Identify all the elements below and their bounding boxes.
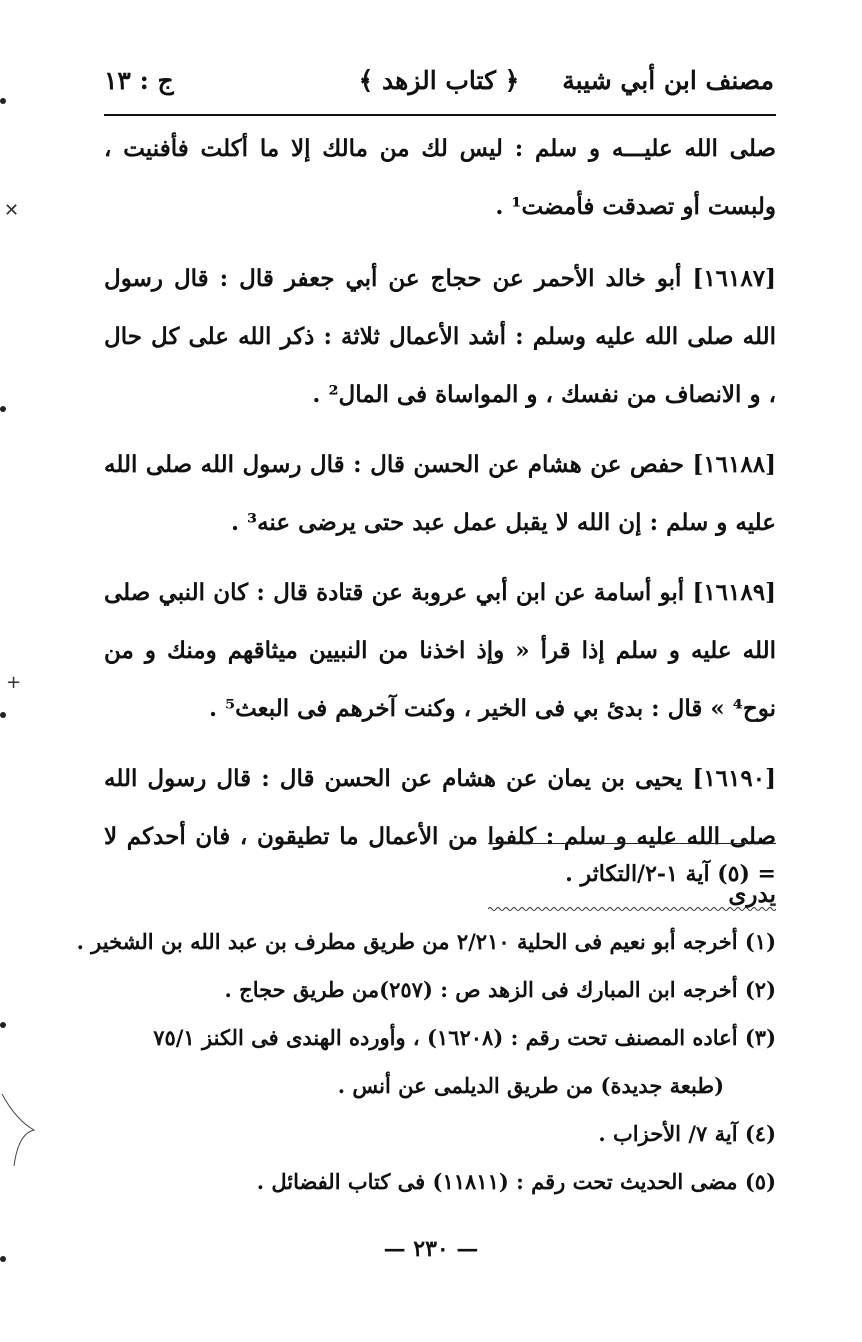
margin-mark: ✕ (4, 200, 20, 221)
running-header (104, 60, 774, 104)
hadith-text: حفص عن هشام عن الحسن قال : قال رسول الله صلى الله عليه و سلم : إن الله لا يقبل عمل عبد حتى يرضى عنه³ . (104, 451, 776, 536)
footnote-continuation: (طبعة جديدة) من طريق الديلمى عن أنس . (337, 1073, 724, 1098)
header-divider (104, 114, 776, 116)
hadith-paragraph (104, 436, 776, 552)
hadith-paragraph (104, 250, 776, 424)
hadith-text: صلى الله عليـــه و سلم : ليس لك من مالك إلا ما أكلت فأفنيت ، ولبست أو تصدقت فأمضت¹ . (104, 135, 776, 220)
footnotes (76, 918, 776, 1206)
header-volume-number: ج : ١٣ (104, 66, 174, 95)
hadith-number: [١٦١٨٨] (692, 451, 776, 478)
page-number: — ٢٣٠ — (383, 1236, 479, 1262)
footnote: (٤) آية ٧/ الأحزاب . (598, 1121, 776, 1146)
hadith-text: أبو أسامة عن ابن أبي عروبة عن قتادة قال : كان النبي صلى الله عليه و سلم إذا قرأ « وإذ اخذنا من النبيين ميثاقهم ومنك و من نوح⁴ » قال : بدئ بي فى الخير ، وكنت آخرهم فى البعث⁵ . (104, 579, 776, 722)
margin-mark: + (6, 672, 22, 693)
footnote: (٣) أعاده المصنف تحت رقم : (١٦٢٠٨) ، وأورده الهندى فى الكنز ٧٥/١ (153, 1025, 776, 1050)
footnote-wavy-divider (488, 906, 776, 912)
hadith-paragraph (104, 564, 776, 738)
margin-dot (0, 1022, 6, 1028)
hadith-text: يحيى بن يمان عن هشام عن الحسن قال : قال رسول الله صلى الله عليه و سلم : كلفوا من الأعمال ما تطيقون ، فان أحدكم لا يدرى (104, 765, 776, 908)
footnote: (٥) مضى الحديث تحت رقم : (١١٨١١) فى كتاب الفضائل . (256, 1169, 776, 1194)
margin-dot (0, 98, 6, 104)
carried-over-footnote: = (٥) آية ١-٢/التكاثر . (565, 861, 776, 887)
margin-dot (0, 406, 6, 412)
hadith-number: [١٦١٨٩] (692, 579, 776, 606)
margin-scribble (0, 1090, 40, 1170)
hadith-text: أبو خالد الأحمر عن حجاج عن أبي جعفر قال : قال رسول الله صلى الله عليه وسلم : أشد الأعمال ثلاثة : ذكر الله على كل حال ، و الانصاف من نفسك ، و المواساة فى المال² . (104, 265, 776, 408)
hadith-number: [١٦١٨٧] (692, 265, 776, 292)
margin-dot (0, 1256, 6, 1262)
header-book-title: مصنف ابن أبي شيبة (562, 66, 774, 95)
footnote-divider (488, 843, 776, 844)
hadith-paragraph (104, 120, 776, 236)
main-text (104, 120, 776, 936)
footnote: (١) أخرجه أبو نعيم فى الحلية ٢/٢١٠ من طريق مطرف بن عبد الله بن الشخير . (76, 929, 776, 954)
hadith-paragraph (104, 750, 776, 924)
header-chapter-title: ﴿ كتاب الزهد ﴾ (358, 66, 520, 95)
hadith-number: [١٦١٩٠] (692, 765, 776, 792)
footnote: (٢) أخرجه ابن المبارك فى الزهد ص : (٢٥٧)من طريق حجاج . (224, 977, 776, 1002)
margin-dot (0, 712, 6, 718)
